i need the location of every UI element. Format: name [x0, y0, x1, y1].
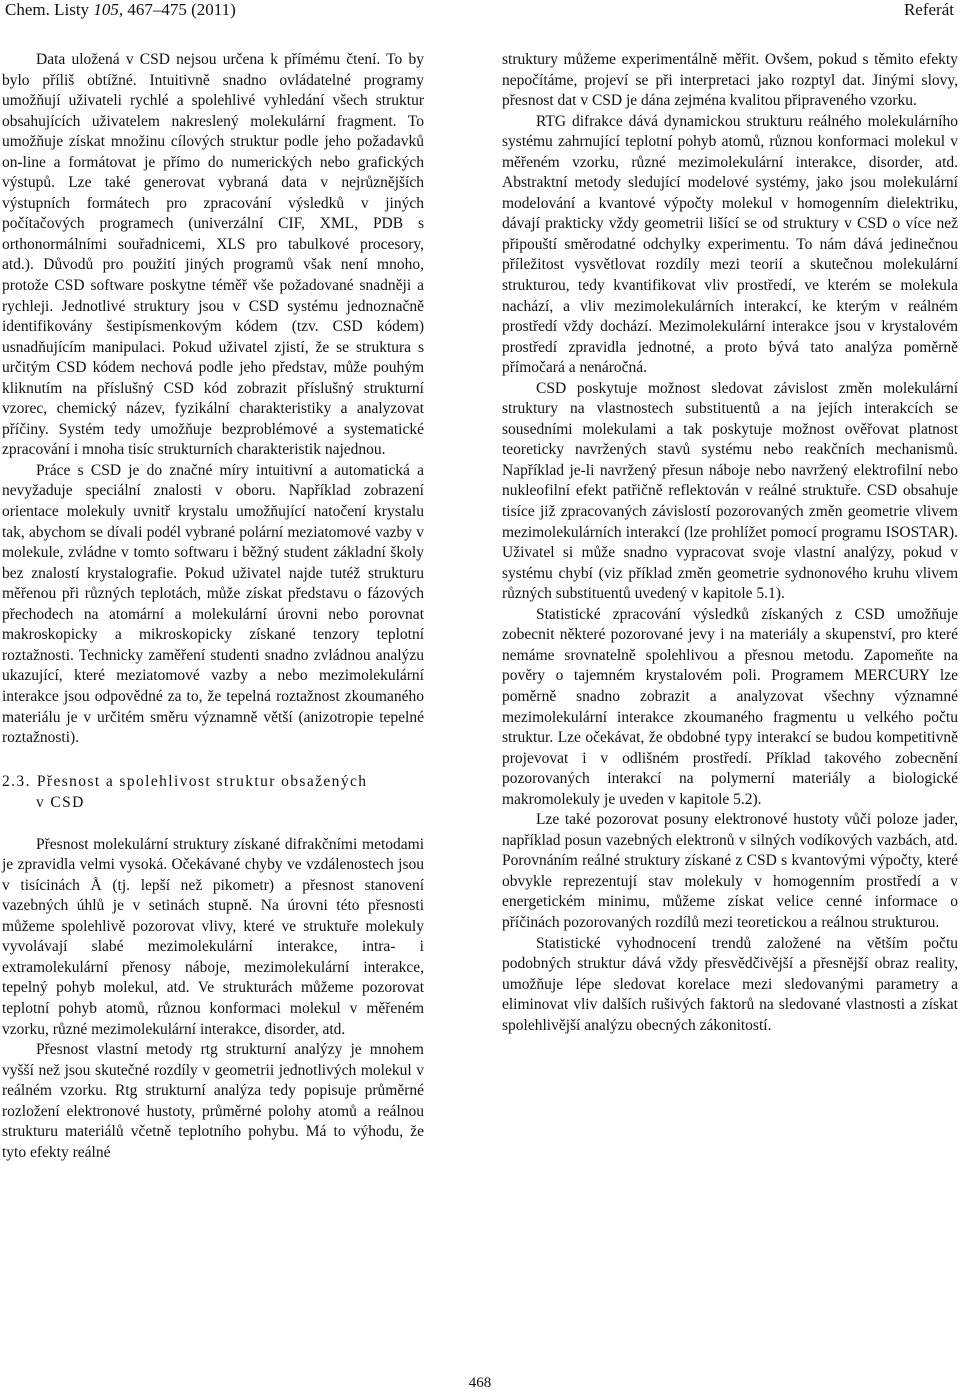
paragraph: Lze také pozorovat posuny elektronové hustoty vůči poloze jader, například posun vazebných elektronů v silných vodíkových vazbách, atd. Porovnáním reálné struktury získané z CSD s kvantovými výpočty, které obvykle reprezentují stav molekuly v homogenním prostředí a v energetickém minimu, můžeme získat velice cenné informace o příčinách pozorovaných rozdílů mezi teoretickou a reálnou strukturou. — [502, 811, 958, 931]
paragraph: Statistické zpracování výsledků získaných z CSD umožňuje zobecnit některé pozorované jevy i na materiály a skupenství, pro které nemáme srovnatelně spolehlivou a přesnou metodu. Zapomeňte na pověry o tajemném krystalovém poli. Programem MERCURY lze poměrně snadno zobrazit a analyzovat všechny významné mezimolekulární interakce zkoumaného fragmentu u velkého počtu struktur. Lze očekávat, že obdobné typy interakcí se budou kompetitivně projevovat i v odlišném prostředí. Příklad takového zobecnění pozorovaných interakcí na polymerní materiály a biologické makromolekuly je uveden v kapitole 5.2). — [502, 605, 958, 808]
paragraph: Data uložená v CSD nejsou určena k přímému čtení. To by bylo příliš obtížné. Intuitivně snadno ovládatelné programy umožňují uživateli rychlé a spolehlivé vyhledání všech struktur obsahujících uživatelem nakreslený molekulární fragment. To umožňuje získat množinu cílových struktur podle jeho požadavků on-line a formátovat je přímo do numerických nebo grafických výstupů. Lze také generovat vybraná data v nejrůznějších výstupních formátech pro zpracování výsledků v jiných počítačových programech (univerzální CIF, XML, PDB s orthonormálními souřadnicemi, XLS pro tabulkové procesory, atd.). Důvodů pro použití jiných programů však není mnoho, protože CSD software poskytne téměř vše požadované snadněji a rychleji. Jednotlivé struktury jsou v CSD systému jednoznačně identifikovány šestipísmenkovým kódem (tzv. CSD kódem) usnadňujícím manipulaci. Pokud uživatel zjistí, že se struktura s určitým CSD kódem nechová podle jeho představ, může pouhým kliknutím na příslušný CSD kód zobrazit příslušný strukturní vzorec, chemický název, fyzikální charakteristiky a analyzovat příčiny. Systém tedy umožňuje bezproblémové a systematické zpracování i mnoha tisíc strukturních charakteristik najednou. — [2, 51, 424, 459]
paragraph: RTG difrakce dává dynamickou strukturu reálného molekulárního systému zahrnující teplotní pohyb atomů, různou konformaci molekul v měřeném vzorku, různé mezimolekulární interakce, disorder, atd. Abstraktní metody sledující modelové systémy, jako jsou molekulární modelování a kvantové výpočty molekul v homogenním dielektriku, dávají prakticky vždy geometrii lišící se od struktury v CSD o více než připouští směrodatné odchylky experimentu. To nám dává jedinečnou příležitost vysvětlovat rozdíly mezi teorií a skutečnou molekulární strukturou, tedy kvantifikovat vliv prostředí, ve kterém se molekula nachází, a vliv mezimolekulárních interakcí, ke kterým v reálném prostředí vždy dochází. Mezimolekulární interakce jsou v krystalovém prostředí zpravidla jednotné, a proto bývá tato analýza poměrně přímočará a nenáročná. — [502, 112, 958, 377]
journal-citation — [5, 0, 236, 20]
paragraph: CSD poskytuje možnost sledovat závislost změn molekulární struktury na vlastnostech substituentů a na jejích interakcích se sousedními molekulami a tak poskytuje možnost ověřovat platnost teoreticky navržených stavů systému nebo reakčních mechanismů. Například je-li navržený přesun náboje nebo navržený elektrofilní nebo nukleofilní efekt patřičně reflektován v reálné struktuře. CSD obsahuje tisíce již zpracovaných závislostí pozorovaných změn geometrie vlivem mezimolekulárních interakcí (lze prohlížet pomocí programu ISOSTAR). Uživatel si může snadno vypracovat svoje vlastní analýzy, pokud v systému chybí (viz příklad změn geometrie sydnonového kruhu vlivem různých substituentů uvedený v kapitole 5.1). — [502, 379, 958, 603]
page-number: 468 — [468, 1375, 492, 1391]
paragraph: struktury můžeme experimentálně měřit. Ovšem, pokud s těmito efekty nepočítáme, projeví se při interpretaci jako rozptyl dat. Jinými slovy, přesnost dat v CSD je dána zejména kvalitou připraveného vzorku. — [502, 51, 958, 110]
right-column — [502, 50, 958, 1036]
journal-volume: 105 — [93, 0, 119, 19]
section-title-line2: v CSD — [36, 793, 85, 811]
section-title-line1: Přesnost a spolehlivost struktur obsažených — [36, 772, 368, 790]
section-label: Referát — [903, 0, 954, 19]
journal-name: Chem. Listy — [5, 0, 94, 19]
journal-pages-year: , 467–475 (2011) — [118, 0, 236, 19]
paragraph: Práce s CSD je do značné míry intuitivní a automatická a nevyžaduje speciální znalosti v oboru. Například zobrazení orientace molekuly uvnitř krystalu umožňující natočení krystalu tak, abychom se dívali podél vybrané polární meziatomové vazby v molekule, zvládne v tomto softwaru i běžný student základní školy bez znalostí krystalografie. Pokud uživatel najde tutéž strukturu měřenou při různých teplotách, může získat představu o fázových přechodech na atomární a molekulární úrovni nebo porovnat makroskopicky a mikroskopicky získané tenzory teplotní roztažnosti. Technicky zaměření studenti snadno zvládnou analýzu ukazující, které meziatomové vazby a nebo mezimolekulární interakce jsou odpovědné za to, že tepelná roztažnost zkoumaného materiálu je v určitém směru významně větší (anizotropie tepelné roztažnosti). — [2, 461, 424, 747]
paragraph: Přesnost molekulární struktury získané difrakčními metodami je zpravidla velmi vysoká. Očekávané chyby ve vzdálenostech jsou v tisícinách Å (tj. lepší než pikometr) a přesnost stanovení vazebných úhlů je v setinách stupně. Na úrovni této přesnosti můžeme spolehlivě pozorovat vlivy, které ve struktuře molekuly vyvolávají slabé mezimolekulární interakce, intra- i extramolekulární přenosy náboje, mezimolekulární interakce, tepelný pohyb molekul, atd. Ve strukturách můžeme pozorovat teplotní pohyb atomů, různou konformaci molekul v měřeném vzorku, různé mezimolekulární interakce, disorder, atd. — [2, 835, 424, 1038]
page-header — [0, 0, 960, 26]
paragraph: Statistické vyhodnocení trendů založené na větším počtu podobných struktur dává vždy přesvědčivější a přesnější obraz reality, umožňuje lépe sledovat korelace mezi sledovanými parametry a eliminovat vliv dalších rušivých faktorů na sledované vlastnosti a získat spolehlivější analýzu obecných zákonitostí. — [502, 934, 958, 1034]
section-heading — [2, 771, 424, 813]
left-column — [2, 50, 424, 1163]
section-number: 2.3. — [2, 772, 31, 790]
paragraph: Přesnost vlastní metody rtg strukturní analýzy je mnohem vyšší než jsou skutečné rozdíly v geometrii jednotlivých molekul v reálném vzorku. Rtg strukturní analýza tedy popisuje průměrné rozložení elektronové hustoty, průměrné polohy atomů a reálnou strukturu materiálů včetně teplotního pohybu. Má to výhodu, že tyto efekty reálné — [2, 1041, 424, 1161]
